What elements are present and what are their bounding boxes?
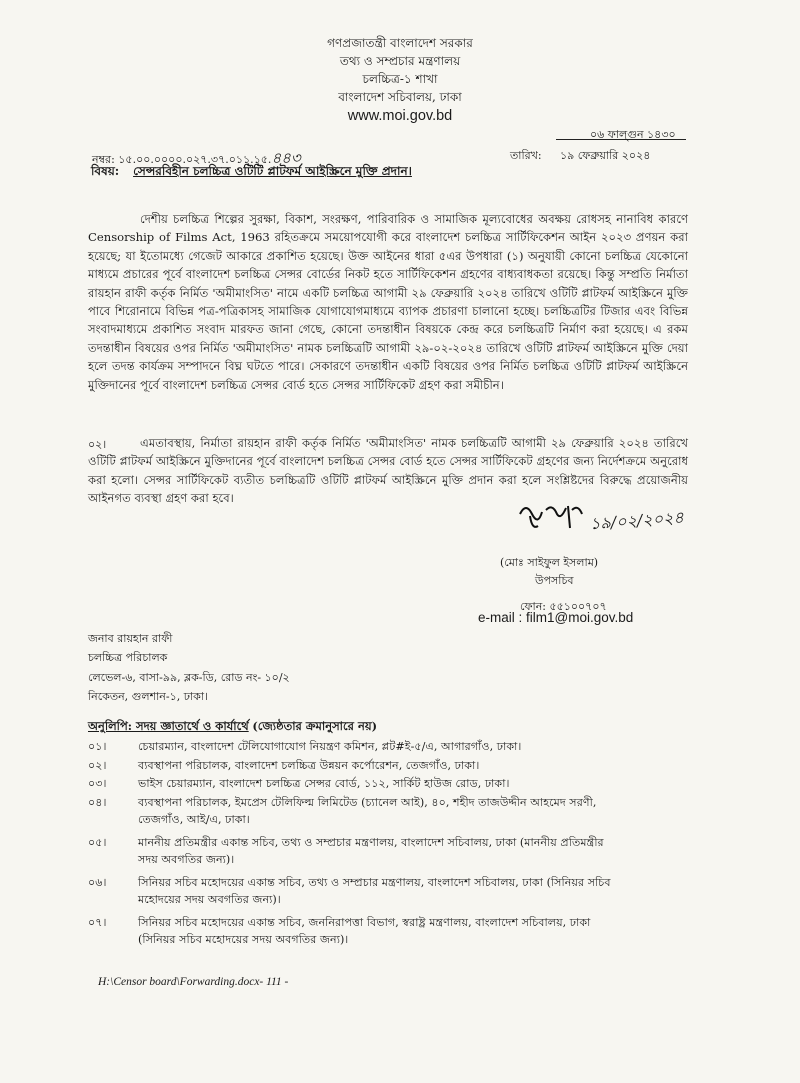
- list-item-text: ব্যবস্থাপনা পরিচালক, ইমপ্রেস টেলিফিল্ম লিমিটেড (চ্যানেল আই), ৪০, শহীদ তাজউদ্দীন আহমেদ সরণী,: [138, 795, 597, 809]
- list-item-text: ব্যবস্থাপনা পরিচালক, বাংলাদেশ চলচ্চিত্র উন্নয়ন কর্পোরেশন, তেজগাঁও, ঢাকা।: [138, 758, 480, 772]
- signatory-designation: উপসচিব: [535, 574, 574, 587]
- list-item-text-cont: তেজগাঁও, আই/এ, ঢাকা।: [138, 813, 250, 826]
- header-section: চলচ্চিত্র-১ শাখা: [362, 72, 438, 86]
- list-item-number: ০২।: [88, 758, 107, 772]
- list-item: [88, 914, 698, 949]
- header-website[interactable]: www.moi.gov.bd: [347, 108, 453, 124]
- signature-mark: [516, 500, 586, 534]
- list-item-number: ০৫।: [88, 835, 107, 849]
- paragraph-2: এমতাবস্থায়, নির্মাতা রায়হান রাফী কর্তৃক নির্মিত 'অমীমাংসিত' নামক চলচ্চিত্রটি আগামী ২৯ ফেব্রুয়ারি ২০২৪ তারিখে ওটিটি প্লাটফর্ম আইস্ক্রিনে মুক্তিদানের পূর্বে বাংলাদেশ চলচ্চিত্র সেন্সর বোর্ড হতে সেন্সর সার্টিফিকেট গ্রহণের জন্য নির্দেশক্রমে অনুরোধ করা হলো। সেন্সর সার্টিফিকেট ব্যতীত চলচ্চিত্রটি ওটিটি প্লাটফর্ম আইস্ক্রিনে মুক্তি প্রদান করা হলে সংশ্লিষ্টদের বিরুদ্ধে প্রয়োজনীয় আইনগত ব্যবস্থা গ্রহণ করা হবে।: [88, 436, 688, 506]
- copies-list: [88, 738, 698, 949]
- list-item-text: মাননীয় প্রতিমন্ত্রীর একান্ত সচিব, তথ্য ও সম্প্রচার মন্ত্রণালয়, বাংলাদেশ সচিবালয়, ঢাকা (মাননীয় প্রতিমন্ত্রীর: [138, 835, 604, 849]
- list-item-text: চেয়ারম্যান, বাংলাদেশ টেলিযোগাযোগ নিয়ন্ত্রণ কমিশন, প্লট#ই-৫/এ, আগারগাঁও, ঢাকা।: [138, 740, 522, 753]
- date-english: ১৯ ফেব্রুয়ারি ২০২৪: [560, 149, 651, 162]
- signatory-phone: ফোন: ৫৫১০০৭০৭: [520, 600, 607, 613]
- date-bangla: ০৬ ফাল্গুন ১৪৩০: [590, 128, 676, 141]
- list-item: [88, 794, 698, 829]
- list-item-number: ০১।: [88, 740, 107, 753]
- list-item: [88, 874, 698, 909]
- header-ministry: তথ্য ও সম্প্রচার মন্ত্রণালয়: [339, 54, 461, 68]
- copies-heading: [88, 718, 377, 737]
- recipient-title: চলচ্চিত্র পরিচালক: [88, 651, 168, 664]
- recipient-address-2: নিকেতন, গুলশান-১, ঢাকা।: [88, 690, 208, 703]
- subject-line: [91, 163, 412, 183]
- subject-label: বিষয়:: [91, 164, 120, 178]
- list-item-text: সিনিয়র সচিব মহোদয়ের একান্ত সচিব, তথ্য ও সম্প্রচার মন্ত্রণালয়, বাংলাদেশ সচিবালয়, ঢাকা (সিনিয়র সচিব: [138, 875, 611, 889]
- recipient-name: জনাব রায়হান রাফী: [88, 632, 173, 645]
- header-address: বাংলাদেশ সচিবালয়, ঢাকা: [338, 90, 462, 104]
- signatory-name: (মোঃ সাইফুল ইসলাম): [500, 556, 599, 569]
- list-item-text: সিনিয়র সচিব মহোদয়ের একান্ত সচিব, জননিরাপত্তা বিভাগ, স্বরাষ্ট্র মন্ত্রণালয়, বাংলাদেশ সচিবালয়, ঢাকা: [138, 915, 591, 929]
- date-divider: [556, 139, 686, 140]
- list-item-text-cont: (সিনিয়র সচিব মহোদয়ের সদয় অবগতির জন্য)।: [138, 933, 349, 946]
- memo-number-handwritten: ৪৪৩: [271, 149, 301, 167]
- list-item: [88, 834, 698, 869]
- list-item-text: ভাইস চেয়ারম্যান, বাংলাদেশ চলচ্চিত্র সেন্সর বোর্ড, ১১২, সার্কিট হাউজ রোড, ঢাকা।: [138, 777, 510, 790]
- signature-scribble-icon: [516, 500, 586, 534]
- recipient-address-1: লেভেল-৬, বাসা-৯৯, ব্লক-ডি, রোড নং- ১০/২: [88, 671, 290, 684]
- footer-file-path: H:\Censor board\Forwarding.docx- 111 -: [98, 976, 289, 988]
- signature-date: ১৯/০২/২০২৪: [589, 507, 685, 534]
- list-item: [88, 757, 698, 775]
- paragraph-1: দেশীয় চলচ্চিত্র শিল্পের সুরক্ষা, বিকাশ, সংরক্ষণ, পারিবারিক ও সামাজিক মূল্যবোধের অবক্ষয় রোধসহ নানাবিধ কারণে Censorship of Films Act, 1963 রহিতক্রমে সময়োপযোগী করে বাংলাদেশ চলচ্চিত্র সার্টিফিকেশন আইন ২০২৩ প্রণয়ন করা হয়েছে; যা ইতোমধ্যে গেজেট আকারে প্রকাশিত হয়েছে। উক্ত আইনের ধারা ৫এর উপধারা (১) অনুযায়ী কোনো চলচ্চিত্র যেকোনো মাধ্যমে প্রচারের পূর্বে বাংলাদেশ চলচ্চিত্র সেন্সর বোর্ডের নিকট হতে সার্টিফিকেশন গ্রহণের বাধ্যবাধকতা রয়েছে। কিন্তু সম্প্রতি নির্মাতা রায়হান রাফী কর্তৃক নির্মিত 'অমীমাংসিত' নামে একটি চলচ্চিত্র আগামী ২৯ ফেব্রুয়ারি ২০২৪ তারিখে ওটিটি প্লাটফর্ম আইস্ক্রিনে মুক্তি পাবে শিরোনামে বিভিন্ন পত্র-পত্রিকাসহ সামাজিক যোগাযোগমাধ্যমে ব্যাপক প্রচারণা চালানো হচ্ছে। চলচ্চিত্রটির টিজার এবং বিভিন্ন সংবাদমাধ্যমে প্রকাশিত সংবাদ মারফত জানা গেছে, কোনো তদন্তাধীন বিষয়কে কেন্দ্র করে চলচ্চিত্রটি নির্মাণ করা হয়েছে। এ রকম তদন্তাধীন বিষয়ের ওপর নির্মিত 'অমীমাংসিত' নামক চলচ্চিত্রটি আগামী ২৯-০২-২০২৪ তারিখে ওটিটি প্লাটফর্ম আইস্ক্রিনে মুক্তি দেয়া হলে তদন্ত কার্যক্রম সম্পাদনে বিঘ্ন ঘটতে পারে। সেকারণে তদন্তাধীন একটি বিষয়ের ওপর নির্মিত চলচ্চিত্র ওটিটি প্লাটফর্ম আইস্ক্রিনে মুক্তিদানের পূর্বে বাংলাদেশ চলচ্চিত্র সেন্সর বোর্ড হতে সেন্সর সার্টিফিকেট গ্রহণ করা সমীচীন।: [88, 212, 688, 392]
- list-item-number: ০৭।: [88, 915, 107, 929]
- list-item-number: ০৩।: [88, 777, 107, 790]
- header-government: গণপ্রজাতন্ত্রী বাংলাদেশ সরকার: [327, 36, 473, 50]
- memo-number-text: নম্বর: ১৫.০০.০০০০.০২৭.৩৭.০১১.১৫.: [92, 153, 272, 166]
- date-label: তারিখ:: [510, 149, 542, 162]
- list-item-number: ০৬।: [88, 875, 107, 889]
- paragraph-2-number: ০২।: [88, 438, 107, 451]
- subject-text: সেন্সরবিহীন চলচ্চিত্র ওটিটি প্লাটফর্ম আইস্ক্রিনে মুক্তি প্রদান।: [133, 164, 412, 178]
- list-item-text-cont: মহোদয়ের সদয় অবগতির জন্য)।: [138, 893, 281, 906]
- list-item: [88, 738, 698, 756]
- copies-heading-main: অনুলিপি: সদয় জ্ঞাতার্থে ও কার্যার্থে: [88, 719, 249, 733]
- list-item-number: ০৪।: [88, 795, 107, 809]
- copies-heading-note: (জ্যেষ্ঠতার ক্রমানুসারে নয়): [252, 719, 378, 733]
- list-item: [88, 775, 698, 793]
- signatory-email[interactable]: e-mail : film1@moi.gov.bd: [478, 610, 634, 625]
- list-item-text-cont: সদয় অবগতির জন্য)।: [138, 853, 235, 866]
